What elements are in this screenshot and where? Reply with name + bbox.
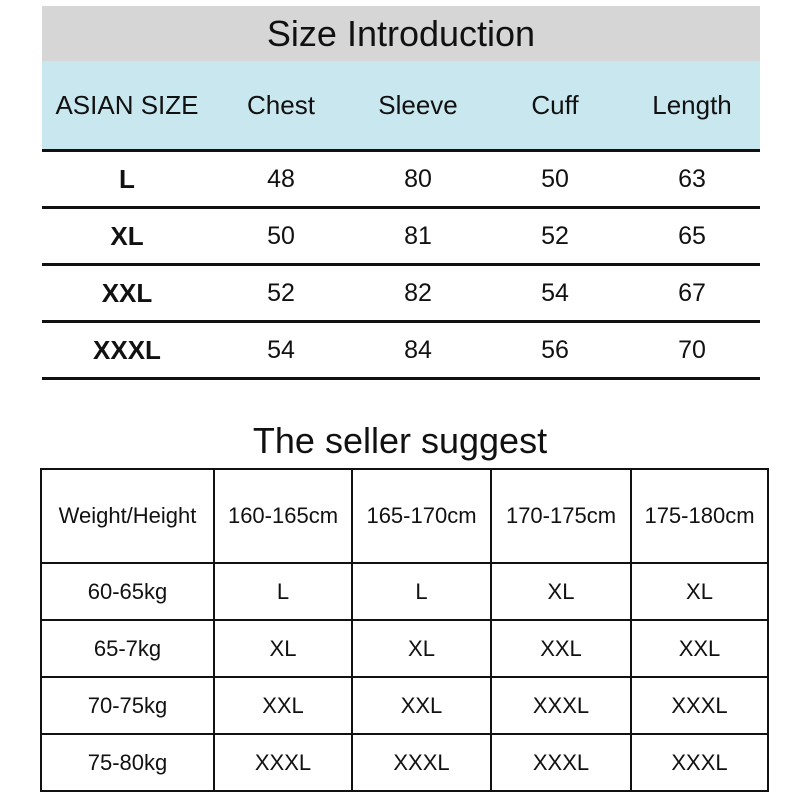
chest-value: 52 <box>267 278 295 307</box>
weight-range: 75-80kg <box>41 734 214 791</box>
sleeve-value: 84 <box>404 335 432 364</box>
cuff-value: 54 <box>541 278 569 307</box>
size-table-header-row <box>42 61 760 152</box>
suggested-size: XL <box>352 620 491 677</box>
size-label: L <box>119 163 135 194</box>
size-introduction-title: Size Introduction <box>42 6 760 61</box>
suggest-row <box>41 734 768 791</box>
header-cuff: Cuff <box>531 89 579 120</box>
weight-range: 70-75kg <box>41 677 214 734</box>
suggested-size: XXXL <box>631 734 768 791</box>
size-row <box>42 209 760 266</box>
suggested-size: XXXL <box>491 734 631 791</box>
sleeve-value: 82 <box>404 278 432 307</box>
suggest-row <box>41 677 768 734</box>
suggested-size: XL <box>214 620 352 677</box>
cuff-value: 56 <box>541 335 569 364</box>
size-label: XL <box>110 220 144 251</box>
size-row <box>42 266 760 323</box>
header-sleeve: Sleeve <box>378 89 458 120</box>
suggested-size: L <box>352 563 491 620</box>
sleeve-value: 80 <box>404 164 432 193</box>
suggested-size: XL <box>631 563 768 620</box>
header-height-range: 165-170cm <box>352 469 491 563</box>
suggested-size: XXL <box>631 620 768 677</box>
length-value: 67 <box>678 278 706 307</box>
suggested-size: XXXL <box>491 677 631 734</box>
suggested-size: XXXL <box>631 677 768 734</box>
seller-suggest-title: The seller suggest <box>252 420 548 461</box>
header-height-range: 170-175cm <box>491 469 631 563</box>
cuff-value: 50 <box>541 164 569 193</box>
header-height-range: 175-180cm <box>631 469 768 563</box>
size-label: XXXL <box>93 334 161 365</box>
suggested-size: XXL <box>491 620 631 677</box>
suggest-row <box>41 563 768 620</box>
chest-value: 48 <box>267 164 295 193</box>
suggested-size: XXXL <box>214 734 352 791</box>
length-value: 63 <box>678 164 706 193</box>
header-weight-height: Weight/Height <box>41 469 214 563</box>
header-height-range: 160-165cm <box>214 469 352 563</box>
suggest-header-row <box>41 469 768 563</box>
weight-range: 65-7kg <box>41 620 214 677</box>
chest-value: 54 <box>267 335 295 364</box>
size-label: XXL <box>101 277 153 308</box>
weight-range: 60-65kg <box>41 563 214 620</box>
header-chest: Chest <box>247 89 315 120</box>
header-asian-size: ASIAN SIZE <box>55 89 199 120</box>
header-length: Length <box>652 89 732 120</box>
size-row <box>42 323 760 380</box>
suggested-size: XXL <box>214 677 352 734</box>
size-row <box>42 152 760 209</box>
size-introduction-table <box>42 6 760 380</box>
chest-value: 50 <box>267 221 295 250</box>
cuff-value: 52 <box>541 221 569 250</box>
length-value: 65 <box>678 221 706 250</box>
suggested-size: L <box>214 563 352 620</box>
sleeve-value: 81 <box>404 221 432 250</box>
suggested-size: XL <box>491 563 631 620</box>
suggested-size: XXXL <box>352 734 491 791</box>
length-value: 70 <box>678 335 706 364</box>
suggested-size: XXL <box>352 677 491 734</box>
seller-suggest-table <box>40 468 769 792</box>
suggest-row <box>41 620 768 677</box>
